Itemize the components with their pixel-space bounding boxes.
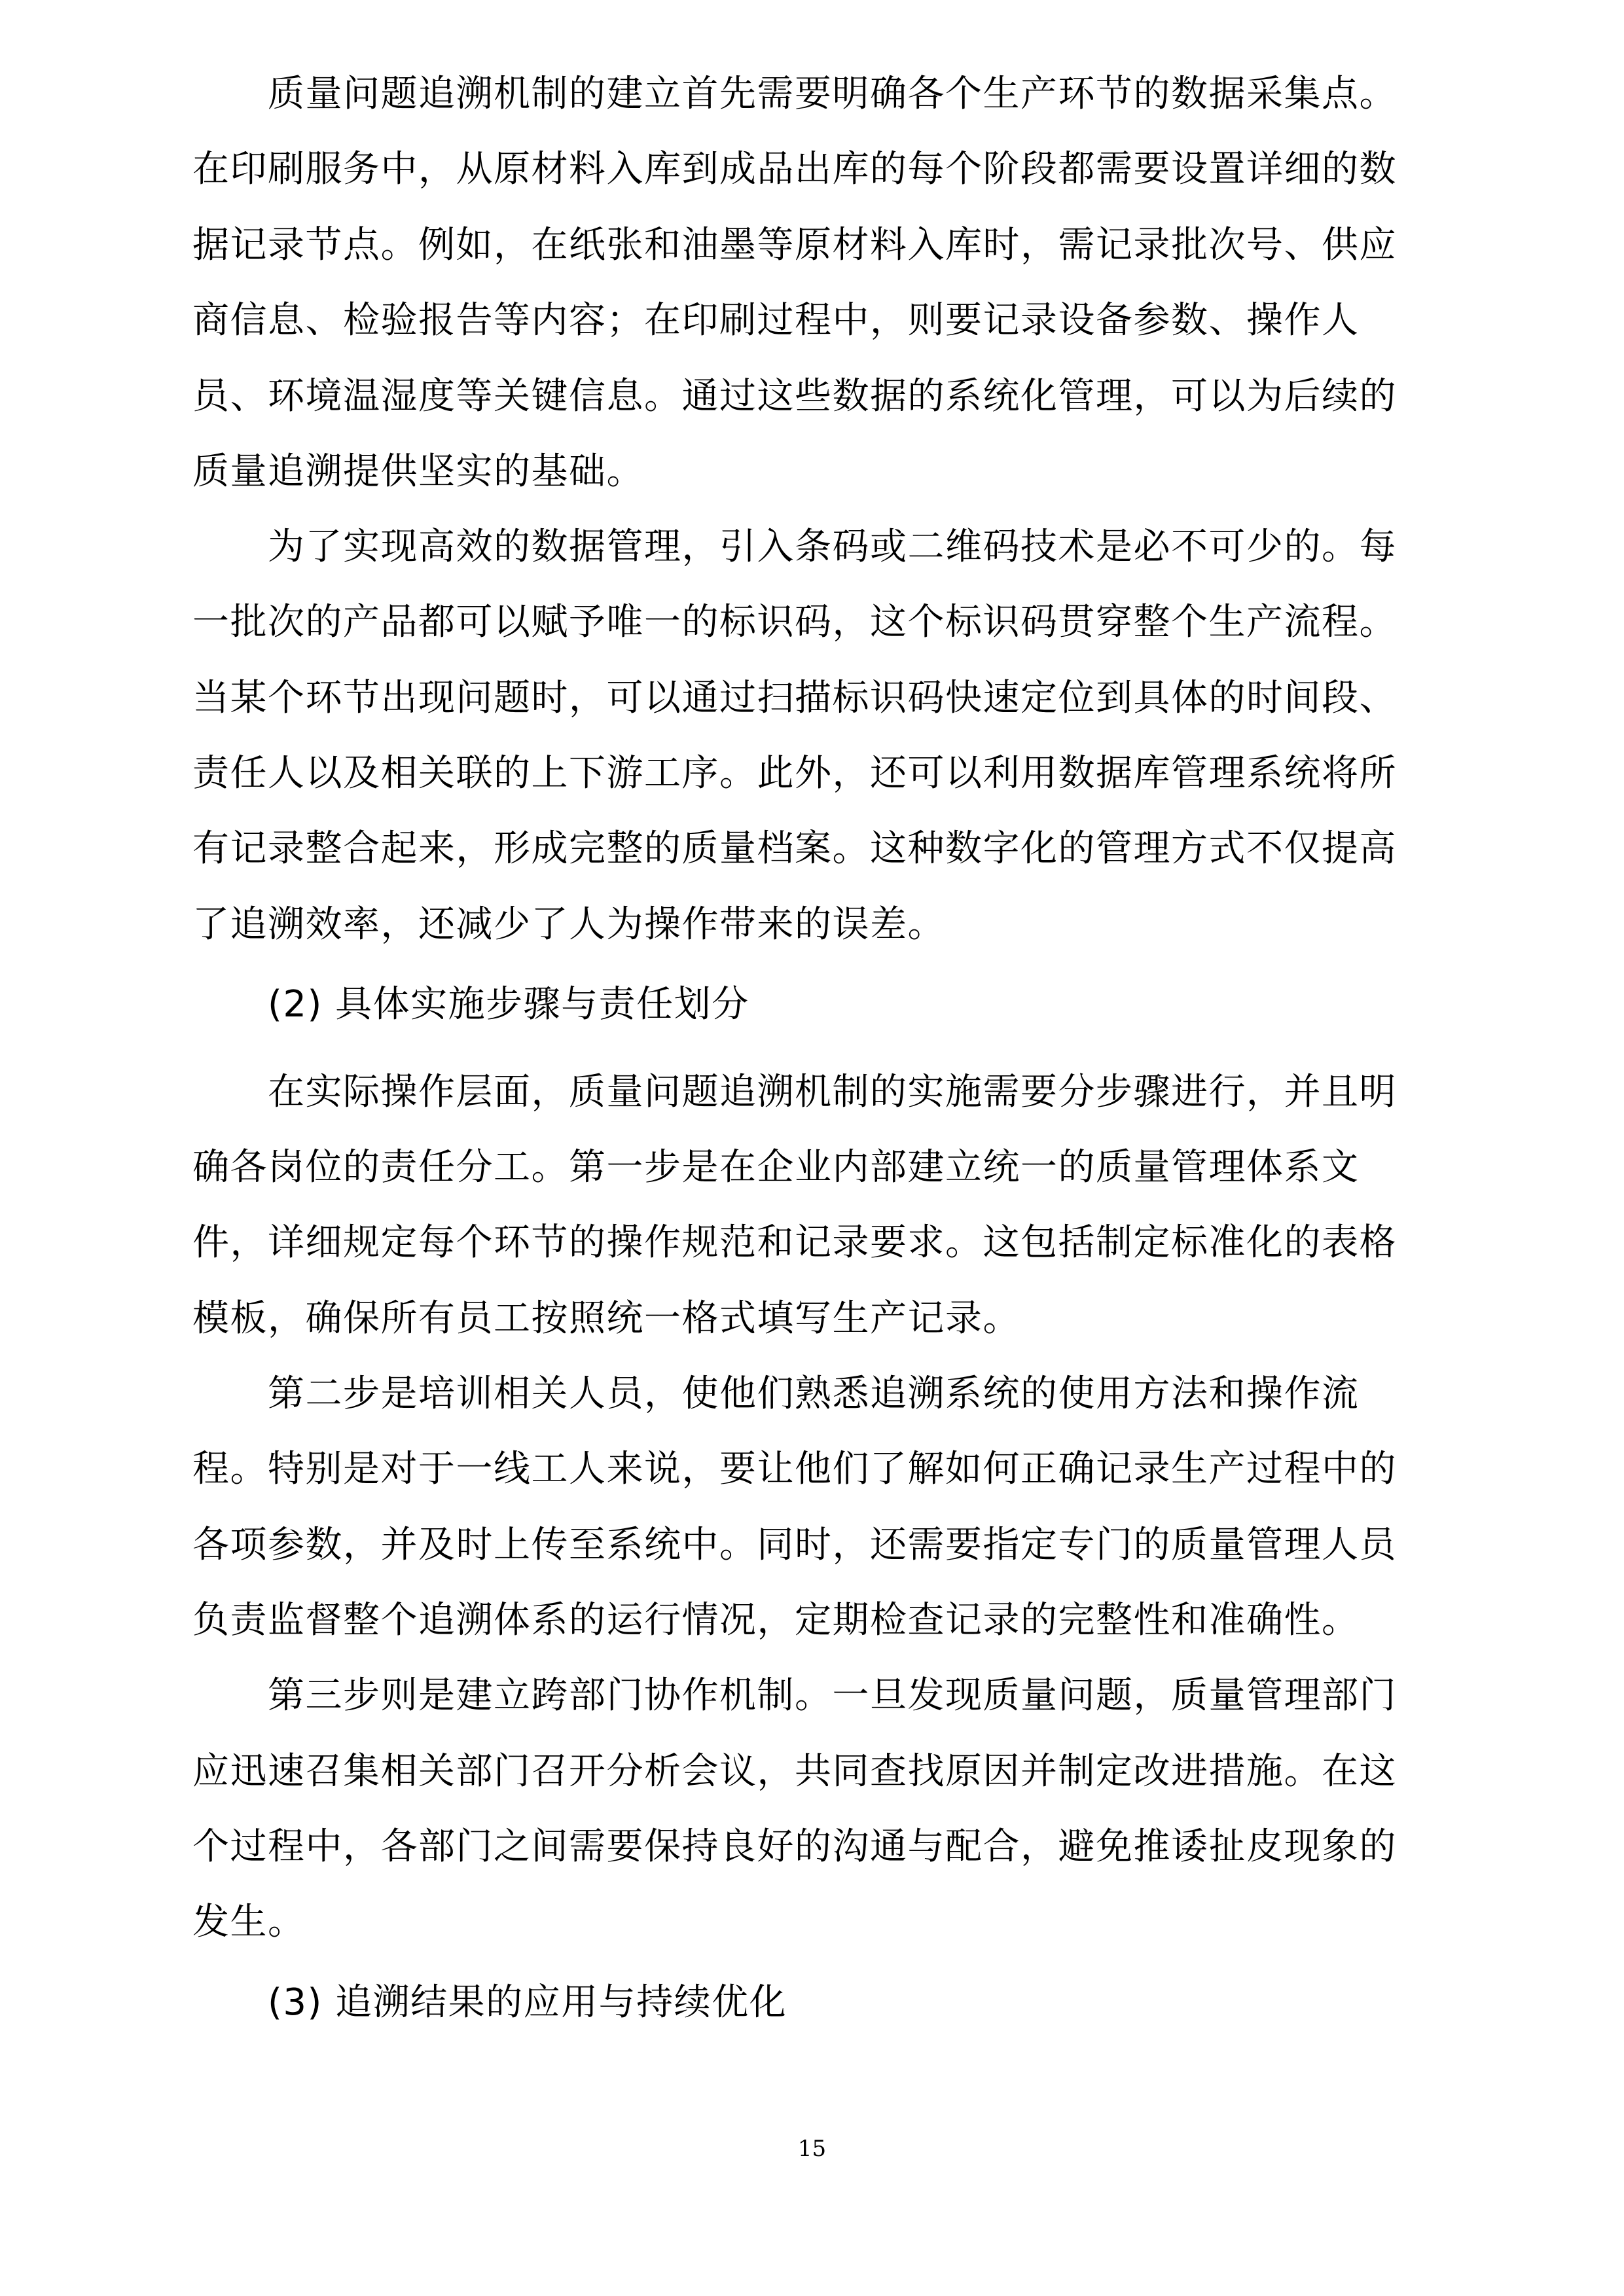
text-line: 第三步则是建立跨部门协作机制。一旦发现质量问题，质量管理部门 [192, 1674, 1397, 1717]
text-line: 质量问题追溯机制的建立首先需要明确各个生产环节的数据采集点。 [192, 73, 1397, 115]
section-heading: (2) 具体实施步骤与责任划分 [192, 983, 749, 1026]
text-line: 商信息、检验报告等内容；在印刷过程中，则要记录设备参数、操作人 [192, 299, 1360, 342]
text-line: 在实际操作层面，质量问题追溯机制的实施需要分步骤进行，并且明 [192, 1071, 1397, 1113]
text-line: 程。特别是对于一线工人来说，要让他们了解如何正确记录生产过程中的 [192, 1448, 1397, 1490]
text-line: 质量追溯提供坚实的基础。 [192, 450, 644, 493]
page-number: 15 [797, 2136, 827, 2162]
section-heading: (3) 追溯结果的应用与持续优化 [192, 1981, 787, 2024]
text-line: 应迅速召集相关部门召开分析会议，共同查找原因并制定改进措施。在这 [192, 1750, 1397, 1793]
text-line: 各项参数，并及时上传至系统中。同时，还需要指定专门的质量管理人员 [192, 1524, 1397, 1566]
text-line: 模板，确保所有员工按照统一格式填写生产记录。 [192, 1297, 1020, 1340]
text-line: 件，详细规定每个环节的操作规范和记录要求。这包括制定标准化的表格 [192, 1221, 1397, 1264]
text-line: 为了实现高效的数据管理，引入条码或二维码技术是必不可少的。每 [192, 526, 1397, 568]
text-line: 员、环境温湿度等关键信息。通过这些数据的系统化管理，可以为后续的 [192, 375, 1397, 418]
text-line: 有记录整合起来，形成完整的质量档案。这种数字化的管理方式不仅提高 [192, 827, 1397, 870]
text-line: 负责监督整个追溯体系的运行情况，定期检查记录的完整性和准确性。 [192, 1599, 1360, 1641]
text-line: 当某个环节出现问题时，可以通过扫描标识码快速定位到具体的时间段、 [192, 677, 1397, 719]
text-line: 责任人以及相关联的上下游工序。此外，还可以利用数据库管理系统将所 [192, 752, 1397, 795]
text-line: 确各岗位的责任分工。第一步是在企业内部建立统一的质量管理体系文 [192, 1146, 1360, 1189]
text-line: 发生。 [192, 1901, 306, 1943]
text-line: 个过程中，各部门之间需要保持良好的沟通与配合，避免推诿扯皮现象的 [192, 1825, 1397, 1868]
text-line: 在印刷服务中，从原材料入库到成品出库的每个阶段都需要设置详细的数 [192, 148, 1397, 190]
text-line: 一批次的产品都可以赋予唯一的标识码，这个标识码贯穿整个生产流程。 [192, 601, 1397, 643]
text-line: 第二步是培训相关人员，使他们熟悉追溯系统的使用方法和操作流 [192, 1372, 1360, 1415]
text-line: 据记录节点。例如，在纸张和油墨等原材料入库时，需记录批次号、供应 [192, 224, 1397, 266]
text-line: 了追溯效率，还减少了人为操作带来的误差。 [192, 903, 945, 946]
